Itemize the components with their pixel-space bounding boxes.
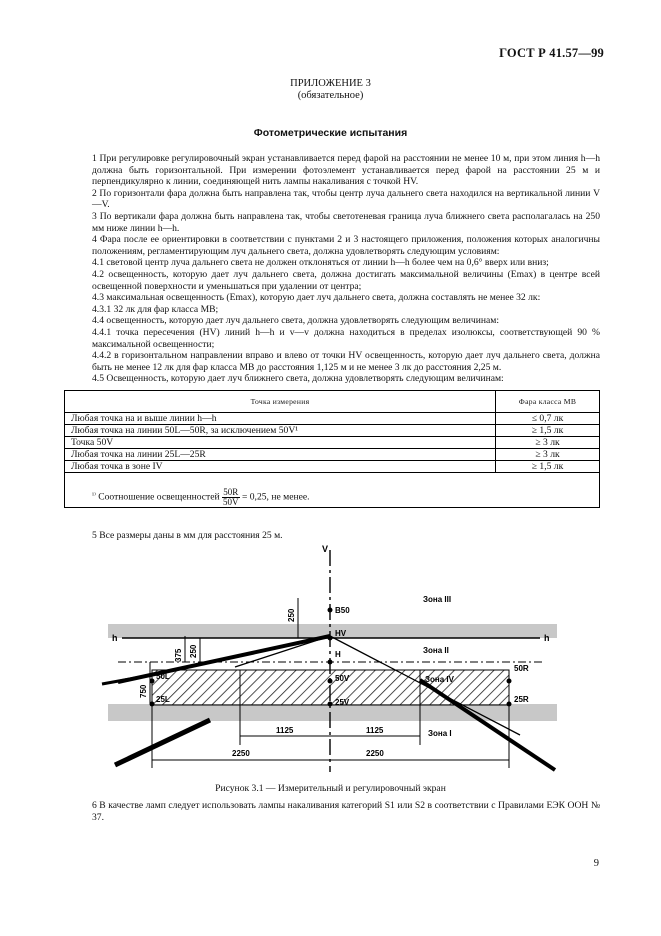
band-lower xyxy=(108,704,557,721)
label-zone-i: Зона I xyxy=(428,729,452,738)
table-row xyxy=(65,461,600,473)
band-upper xyxy=(108,624,557,638)
table-row xyxy=(65,437,600,449)
fraction-denominator: 50V xyxy=(223,497,239,507)
paragraph: 4.4 освещенность, которую дает луч дальнего света, должна удовлетворять следующим величинам: xyxy=(92,315,500,327)
paragraph: 4.4.2 в горизонтальном направлении вправо и влево от точки HV освещенность, которую дает луч дальнего света, должна быть не менее 12 лк для фар класса МВ до расстояния 1,125 м и не менее 3 лк до расстояния 2,25 м. xyxy=(92,350,600,373)
paragraph: 4.5 Освещенность, которую дает луч ближнего света, должна удовлетворять следующим величинам: xyxy=(92,373,504,385)
table-row xyxy=(65,425,600,437)
table-cell-point: Любая точка в зоне IV xyxy=(65,461,496,473)
standard-number: ГОСТ Р 41.57—99 xyxy=(499,46,604,60)
section-title: Фотометрические испытания xyxy=(253,127,408,139)
appendix-title: ПРИЛОЖЕНИЕ 3 xyxy=(290,78,371,89)
dim-1125-right: 1125 xyxy=(366,726,384,735)
label-25v: 25V xyxy=(335,698,350,707)
table-cell-point: Точка 50V xyxy=(65,437,496,449)
paragraph: 1 При регулировке регулировочный экран устанавливается перед фарой на расстоянии не менее 10 м, при этом линия h—h должна быть горизонтальной. При измерении фотоэлемент устанавливается перед фарой на расстоянии 25 м и перпендикулярно к линии, соединяющей нить лампы накаливания с точкой HV. xyxy=(92,153,600,188)
paragraph: 4 Фара после ее ориентировки в соответствии с пунктами 2 и 3 настоящего приложения, положения которых аналогичны положениям, регламентирующим луч дальнего света, должна удовлетворять следующим условиям: xyxy=(92,234,600,257)
point-50l xyxy=(150,679,155,684)
table-cell-value: ≥ 1,5 лк xyxy=(496,461,600,473)
figure-caption: Рисунок 3.1 — Измерительный и регулировочный экран xyxy=(215,783,446,794)
paragraph: 4.2 освещенность, которую дает луч дальнего света, должна достигать максимальной величины (Emax) в центре всей освещенной поверхности и уменьшаться при удалении от центра; xyxy=(92,268,600,292)
point-25l xyxy=(150,702,155,707)
table-cell-value: ≥ 3 лк xyxy=(496,437,600,449)
footnote-value: = 0,25, не менее. xyxy=(241,491,310,503)
table-cell-point: Любая точка на линии 50L—50R, за исключением 50V¹ xyxy=(65,425,496,437)
paragraph: 4.3 максимальная освещенность (Emax), которую дает луч дальнего света, должна составлять не менее 32 лк: xyxy=(92,292,541,304)
table-row xyxy=(65,413,600,425)
label-zone-iv: Зона IV xyxy=(425,675,454,684)
body-text xyxy=(92,153,600,385)
point-50v xyxy=(328,679,333,684)
table-header-row xyxy=(65,391,600,413)
footnote-mark: ¹⁾ xyxy=(92,491,96,500)
table-row xyxy=(65,449,600,461)
paragraph: 4.1 световой центр луча дальнего света не должен отклоняться от линии h—h более чем на 0,6° вверх или вниз; xyxy=(92,257,549,269)
table-footnote xyxy=(92,488,310,507)
paragraph: 4.3.1 32 лк для фар класса МВ; xyxy=(92,303,219,315)
footnote-text: Соотношение освещенностей xyxy=(98,491,220,503)
point-b50 xyxy=(328,608,333,613)
cutoff-lower-left xyxy=(115,720,210,765)
point-50r xyxy=(507,679,512,684)
table-cell-value: ≥ 1,5 лк xyxy=(496,425,600,437)
label-25r: 25R xyxy=(514,695,529,704)
table-header-class: Фара класса МВ xyxy=(496,391,600,413)
point-hv xyxy=(328,636,333,641)
appendix-status: (обязательное) xyxy=(297,90,364,101)
dim-2250-left: 2250 xyxy=(232,749,250,758)
dim-750: 750 xyxy=(139,684,148,698)
fraction-numerator: 50R xyxy=(223,487,239,497)
label-zone-iii: Зона III xyxy=(423,595,452,604)
label-50l: 50L xyxy=(156,672,170,681)
label-v: V xyxy=(322,544,329,554)
paragraph: 4.4.1 точка пересечения (HV) линий h—h и v—v должна находиться в пределах изолюксы, соответствующей 90 % максимальной освещенности; xyxy=(92,326,600,350)
label-h-left: h xyxy=(112,633,118,643)
page-number: 9 xyxy=(593,858,599,869)
label-b50: B50 xyxy=(335,606,350,615)
label-h-right: h xyxy=(544,633,550,643)
table-cell-point: Любая точка на и выше линии h—h xyxy=(65,413,496,425)
label-50v: 50V xyxy=(335,674,350,683)
appendix-heading xyxy=(0,78,661,102)
label-zone-ii: Зона II xyxy=(423,646,449,655)
dim-375: 375 xyxy=(174,648,183,662)
label-hv: HV xyxy=(335,629,347,638)
cutoff-far-left xyxy=(102,675,152,684)
dim-1125-left: 1125 xyxy=(276,726,294,735)
paragraph-6: 6 В качестве ламп следует использовать лампы накаливания категорий S1 или S2 в соответствии с Правилами ЕЭК ООН № 37. xyxy=(92,800,600,823)
point-25v xyxy=(328,702,333,707)
table-header-point: Точка измерения xyxy=(65,391,496,413)
label-50r: 50R xyxy=(514,664,529,673)
label-h-point: H xyxy=(335,650,341,659)
point-25r xyxy=(507,702,512,707)
dim-2250-right: 2250 xyxy=(366,749,384,758)
footnote-fraction xyxy=(222,488,240,507)
point-h xyxy=(328,660,333,665)
table-cell-value: ≤ 0,7 лк xyxy=(496,413,600,425)
table-cell-point: Любая точка на линии 25L—25R xyxy=(65,449,496,461)
label-25l: 25L xyxy=(156,695,170,704)
dim-250b: 250 xyxy=(189,644,198,658)
paragraph: 2 По горизонтали фара должна быть направлена так, чтобы центр луча дальнего света находился на вертикальной линии V—V. xyxy=(92,187,600,211)
measuring-screen-diagram xyxy=(0,540,661,780)
paragraph-5: 5 Все размеры даны в мм для расстояния 25 м. xyxy=(92,530,283,541)
paragraph: 3 По вертикали фара должна быть направлена так, чтобы светотеневая граница луча ближнего света располагалась на 250 мм ниже линии h—h. xyxy=(92,210,600,234)
table-cell-value: ≥ 3 лк xyxy=(496,449,600,461)
dim-250: 250 xyxy=(287,608,296,622)
